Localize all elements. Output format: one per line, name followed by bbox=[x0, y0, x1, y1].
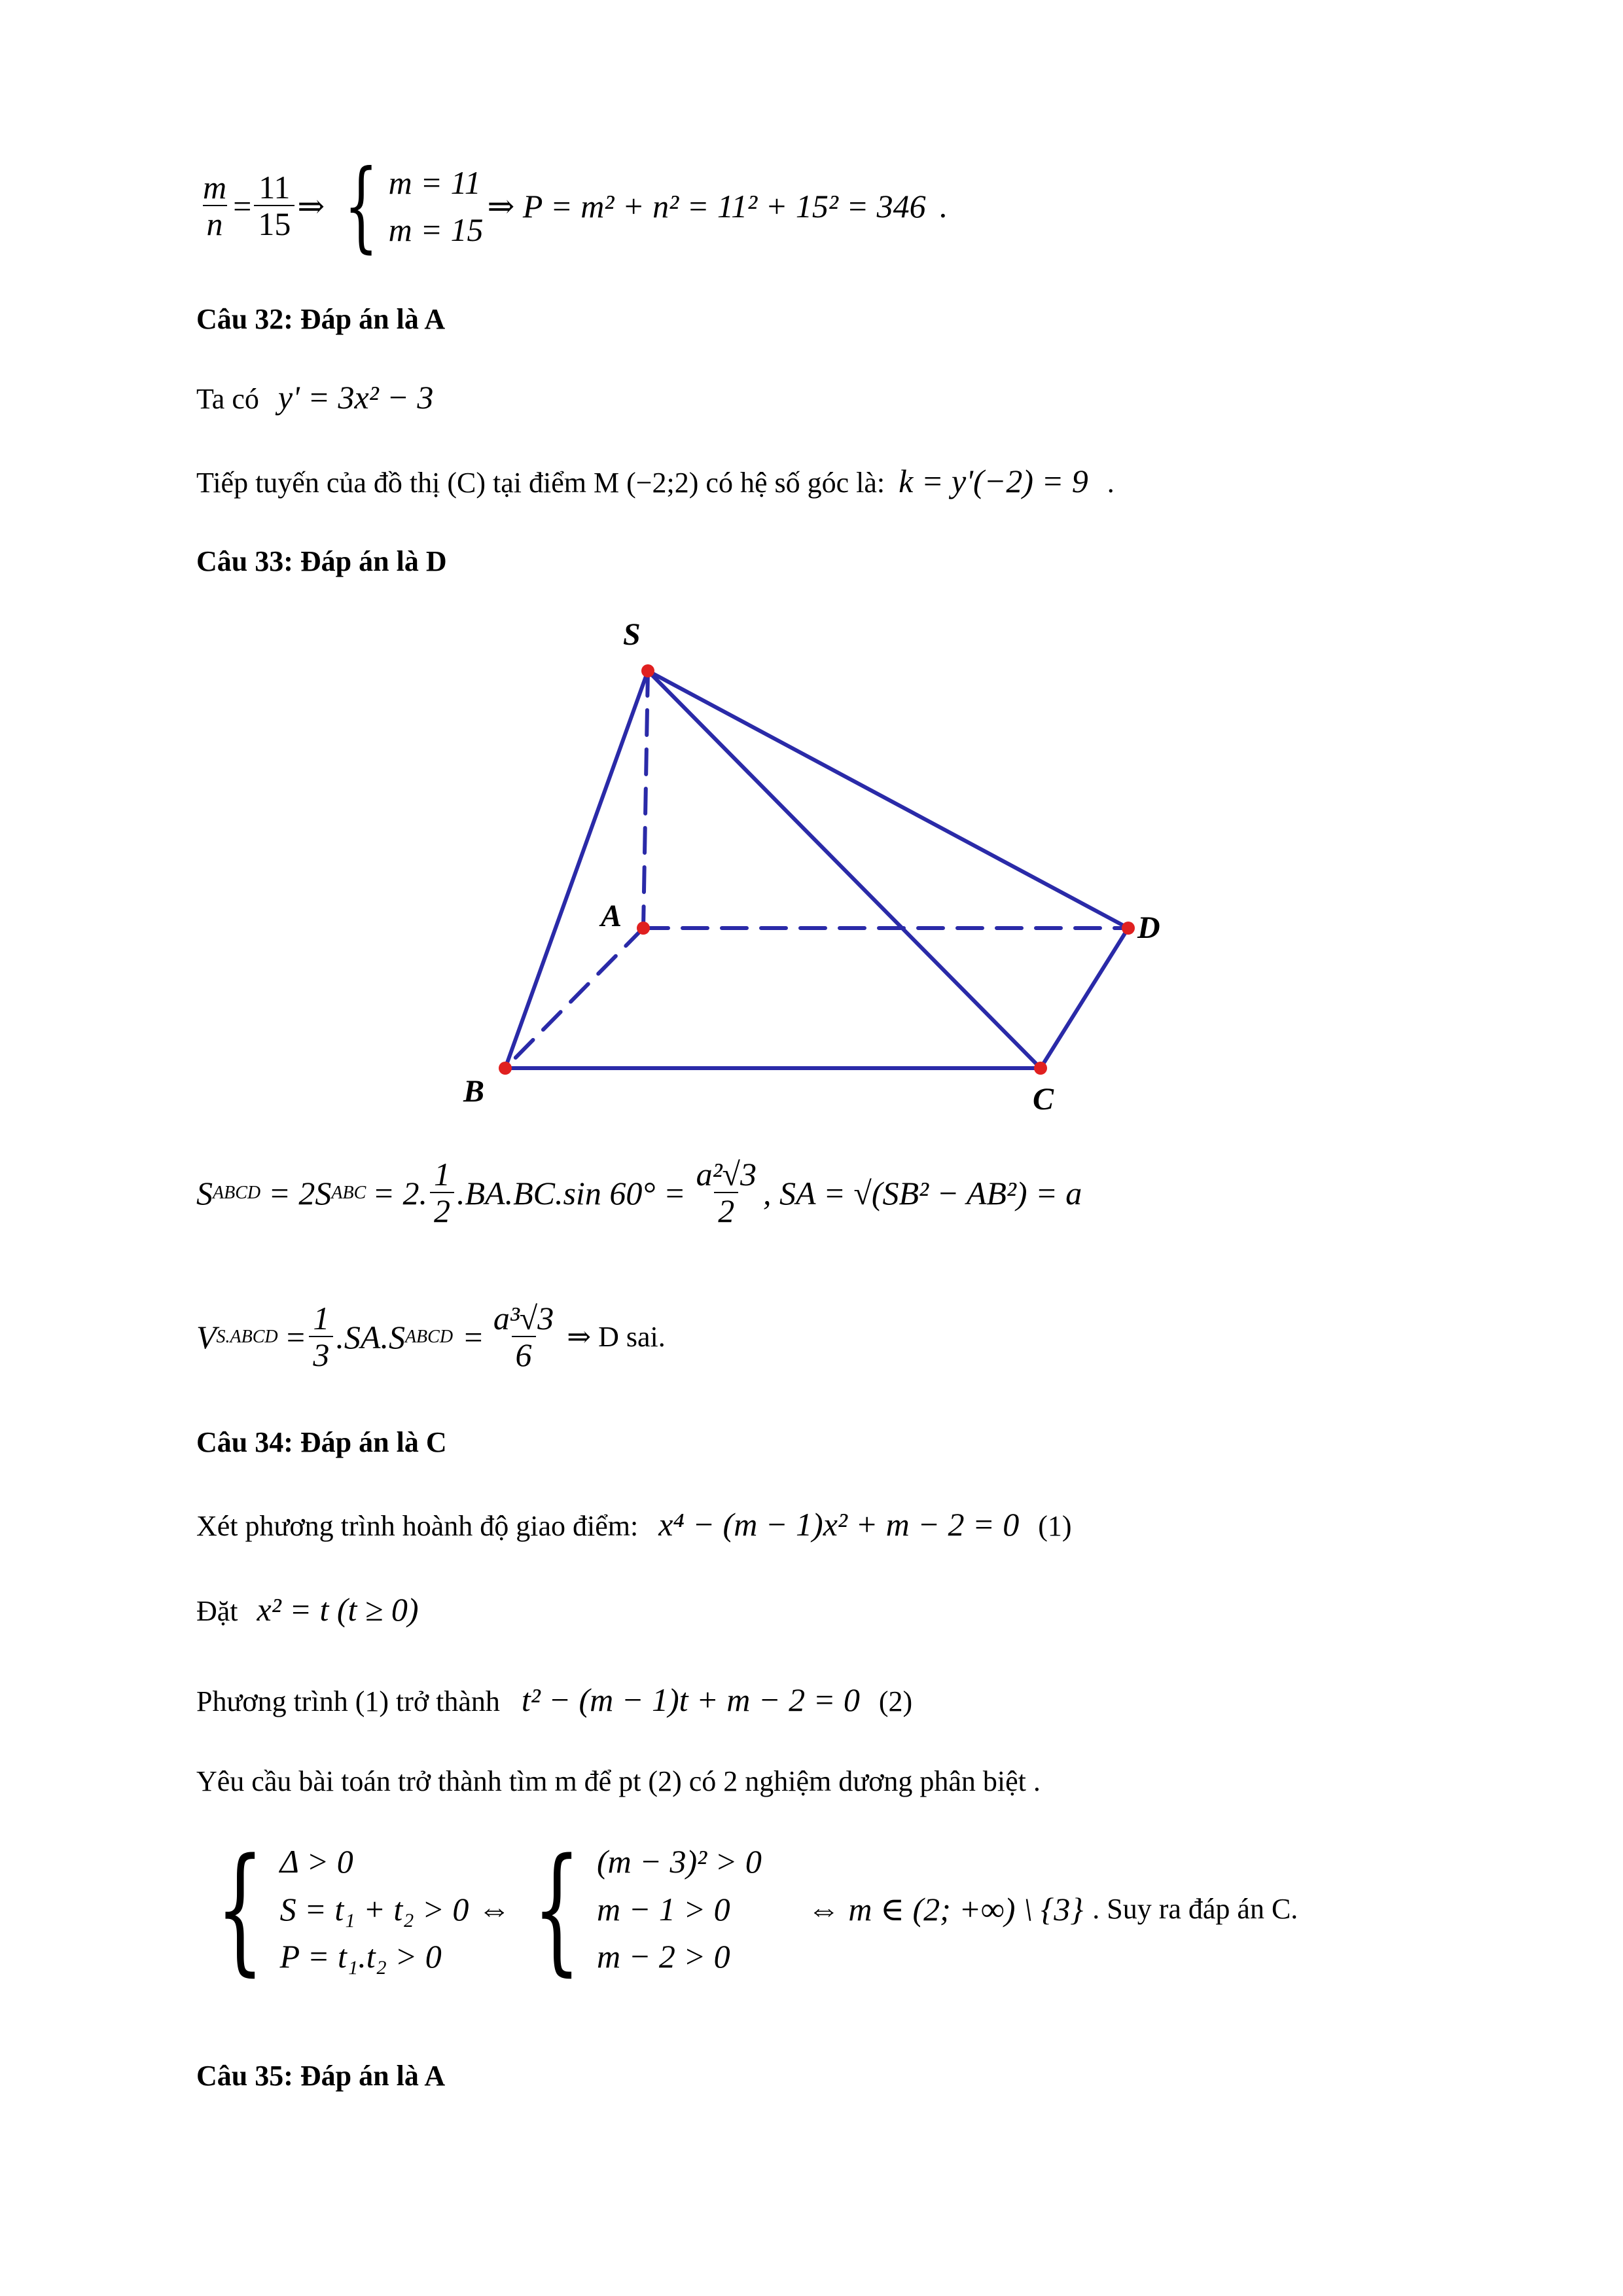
frac-denominator: 2 bbox=[430, 1192, 454, 1229]
q34-line2 bbox=[196, 1590, 418, 1628]
q34-line3 bbox=[196, 1681, 912, 1719]
left-brace: { bbox=[344, 149, 379, 263]
edge-AB bbox=[505, 928, 643, 1068]
q34-equation-1: x⁴ − (m − 1)x² + m − 2 = 0 bbox=[658, 1506, 1020, 1543]
period: . bbox=[1107, 467, 1115, 499]
frac-numerator: a²√3 bbox=[696, 1156, 757, 1193]
volume-symbol: V bbox=[196, 1318, 217, 1355]
system-row: (m − 3)² > 0 bbox=[597, 1843, 762, 1880]
frac-numerator: 11 bbox=[259, 169, 291, 206]
point-D bbox=[1122, 922, 1135, 935]
implies-sign: ⇒ bbox=[297, 188, 325, 224]
q34-conditions bbox=[196, 1828, 1298, 1989]
fraction-one-half bbox=[430, 1157, 454, 1229]
formula-part: .BA.BC.sin 60° = bbox=[457, 1174, 686, 1211]
q34-substitution: x² = t (t ≥ 0) bbox=[257, 1591, 419, 1628]
q32-heading: Câu 32: Đáp án là A bbox=[196, 303, 446, 335]
equation-tag: (1) bbox=[1038, 1510, 1072, 1542]
point-B bbox=[499, 1062, 512, 1075]
fraction-area-value bbox=[692, 1157, 760, 1229]
system-row: S = t₁ + t₂ > 0 bbox=[279, 1890, 469, 1928]
q33-heading: Câu 33: Đáp án là D bbox=[196, 545, 447, 577]
sa-expression: , SA = √(SB² − AB²) = a bbox=[763, 1174, 1082, 1211]
q32-line2-text: Tiếp tuyến của đồ thị (C) tại điểm M (−2;2) có hệ số góc là: bbox=[196, 467, 885, 499]
edge-CD bbox=[1041, 928, 1128, 1068]
fraction-one-third bbox=[309, 1301, 333, 1373]
answer-conclusion: . Suy ra đáp án C. bbox=[1092, 1893, 1298, 1926]
volume-conclusion: ⇒ D sai. bbox=[567, 1321, 666, 1354]
formula-area: S ABCD = 2S ABC = 2. $\frac{1}{2}$ .BA.BC.sin 60° = $\frac{\text{a²√3}}{2}$ , SA = √(SB² − AB²) = a bbox=[196, 1156, 1082, 1229]
fraction-volume-value bbox=[490, 1301, 558, 1373]
q34-equation-2: t² − (m − 1)t + m − 2 = 0 bbox=[521, 1681, 860, 1718]
q34-line4: Yêu cầu bài toán trở thành tìm m để pt (2) có 2 nghiệm dương phân biệt . bbox=[196, 1765, 1041, 1797]
point-A bbox=[637, 922, 650, 935]
q32-line1-text: Ta có bbox=[196, 383, 259, 415]
frac-denominator: 15 bbox=[254, 205, 294, 242]
q34-line1 bbox=[196, 1505, 1072, 1543]
system-row: m = 11 bbox=[388, 164, 481, 201]
formula-part: = 2S bbox=[268, 1174, 332, 1211]
frac-denominator: 2 bbox=[714, 1192, 738, 1229]
frac-denominator: n bbox=[203, 205, 227, 242]
frac-denominator: 3 bbox=[309, 1336, 333, 1373]
label-A: A bbox=[601, 899, 622, 933]
system-m-conditions bbox=[513, 1828, 762, 1989]
formula-part: .SA.S bbox=[336, 1318, 405, 1355]
frac-denominator: 6 bbox=[512, 1336, 536, 1373]
frac-numerator: m bbox=[203, 169, 227, 206]
edge-SD bbox=[648, 671, 1128, 928]
equation-tag: (2) bbox=[878, 1685, 913, 1717]
q32-derivative: y' = 3x² − 3 bbox=[277, 379, 434, 416]
formula-part: = 2. bbox=[372, 1174, 427, 1211]
frac-numerator: 1 bbox=[313, 1300, 330, 1336]
q35-heading: Câu 35: Đáp án là A bbox=[196, 2060, 446, 2092]
formula-volume: V S.ABCD = $\frac{1}{3}$ .SA.S ABCD = $\frac{\text{a³√3}}{6}$ ⇒ D sai. bbox=[196, 1300, 666, 1373]
left-brace: { bbox=[216, 1828, 264, 1989]
edge-SB bbox=[505, 671, 648, 1068]
area-symbol: S bbox=[196, 1174, 213, 1211]
edge-SC bbox=[648, 671, 1041, 1068]
left-brace: { bbox=[533, 1828, 581, 1989]
system-row: m − 1 > 0 bbox=[597, 1890, 730, 1928]
q34-heading: Câu 34: Đáp án là C bbox=[196, 1426, 447, 1458]
equals-sign: = bbox=[233, 188, 252, 224]
label-S: S bbox=[623, 617, 641, 652]
frac-numerator: 1 bbox=[434, 1156, 450, 1193]
period: . bbox=[938, 188, 948, 224]
system-conditions bbox=[196, 1828, 469, 1989]
system-row: m = 15 bbox=[388, 211, 484, 248]
equals-sign: = bbox=[284, 1318, 307, 1355]
system-row: Δ > 0 bbox=[279, 1843, 353, 1880]
equals-sign: = bbox=[462, 1318, 484, 1355]
system-row: P = t₁.t₂ > 0 bbox=[279, 1938, 442, 1975]
q32-slope: k = y'(−2) = 9 bbox=[899, 463, 1088, 499]
system-row: m − 2 > 0 bbox=[597, 1938, 730, 1975]
p-value-expression: ⇒ P = m² + n² = 11² + 15² = 346 bbox=[487, 188, 926, 224]
label-C: C bbox=[1033, 1082, 1054, 1117]
label-D: D bbox=[1137, 910, 1160, 945]
point-C bbox=[1034, 1062, 1047, 1075]
q34-line3-text: Phương trình (1) trở thành bbox=[196, 1685, 500, 1717]
frac-numerator: a³√3 bbox=[493, 1300, 554, 1336]
q34-line2-text: Đặt bbox=[196, 1595, 238, 1627]
point-S bbox=[641, 664, 654, 677]
edge-SA bbox=[643, 671, 648, 928]
label-B: B bbox=[463, 1074, 485, 1109]
solution-set: ⇔ m ∈ (2; +∞) \ {3} bbox=[807, 1890, 1084, 1928]
equivalent-sign: ⇔ bbox=[478, 1890, 511, 1928]
q34-line1-text: Xét phương trình hoành độ giao điểm: bbox=[196, 1510, 639, 1542]
